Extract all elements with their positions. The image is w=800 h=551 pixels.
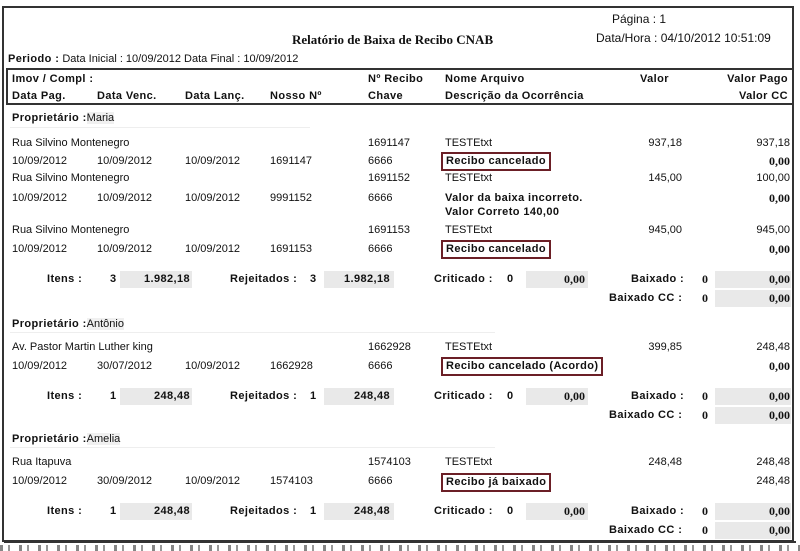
baixado-label: Baixado : bbox=[631, 390, 685, 402]
data-venc: 30/09/2012 bbox=[97, 475, 153, 487]
baixado-cc-value: 0,00 bbox=[769, 291, 790, 305]
data-lanc: 10/09/2012 bbox=[185, 360, 241, 372]
criticado-value: 0,00 bbox=[564, 389, 585, 403]
baixado-value: 0,00 bbox=[769, 504, 790, 518]
valor-pago: 945,00 bbox=[756, 224, 790, 236]
valor: 248,48 bbox=[648, 456, 682, 468]
recibo-number: 1691147 bbox=[368, 137, 411, 149]
col-descricao: Descrição da Ocorrência bbox=[445, 90, 584, 102]
valor-cc: 0,00 bbox=[769, 191, 790, 205]
baixado-cc-count: 0 bbox=[702, 523, 708, 537]
col-arquivo: Nome Arquivo bbox=[445, 73, 525, 85]
recibo-number: 1662928 bbox=[368, 341, 411, 353]
owner-name: Maria bbox=[86, 112, 115, 124]
valor-pago: 248,48 bbox=[756, 341, 790, 353]
col-data-pag: Data Pag. bbox=[12, 90, 66, 102]
criticado-count: 0 bbox=[507, 273, 514, 285]
valor-cc: 0,00 bbox=[769, 359, 790, 373]
rejeitados-value: 1.982,18 bbox=[343, 273, 390, 285]
baixado-cc-count: 0 bbox=[702, 291, 708, 305]
file-name: TESTEtxt bbox=[445, 341, 493, 353]
valor-pago: 248,48 bbox=[756, 456, 790, 468]
baixado-value: 0,00 bbox=[769, 389, 790, 403]
occurrence-description: Valor da baixa incorreto. bbox=[445, 192, 583, 204]
period-line bbox=[8, 53, 298, 65]
itens-label: Itens : bbox=[47, 390, 83, 402]
criticado-count: 0 bbox=[507, 390, 514, 402]
owner-heading bbox=[12, 112, 114, 124]
owner-heading bbox=[12, 433, 120, 445]
itens-value: 1.982,18 bbox=[143, 273, 190, 285]
baixado-count: 0 bbox=[702, 272, 708, 286]
address: Rua Silvino Montenegro bbox=[12, 224, 130, 236]
data-lanc: 10/09/2012 bbox=[185, 475, 241, 487]
page-number: Página : 1 bbox=[612, 12, 667, 26]
valor-cc: 248,48 bbox=[756, 475, 790, 487]
baixado-label: Baixado : bbox=[631, 505, 685, 517]
occurrence-description: Recibo já baixado bbox=[441, 473, 551, 492]
file-name: TESTEtxt bbox=[445, 456, 493, 468]
owner-label: Proprietário : bbox=[12, 112, 87, 124]
owner-label: Proprietário : bbox=[12, 318, 87, 330]
criticado-value: 0,00 bbox=[564, 504, 585, 518]
criticado-label: Criticado : bbox=[434, 505, 493, 517]
baixado-count: 0 bbox=[702, 504, 708, 518]
data-pag: 10/09/2012 bbox=[12, 360, 68, 372]
criticado-label: Criticado : bbox=[434, 273, 493, 285]
chave: 6666 bbox=[368, 475, 393, 487]
rejeitados-count: 1 bbox=[310, 390, 317, 402]
valor: 399,85 bbox=[648, 341, 682, 353]
baixado-cc-label: Baixado CC : bbox=[609, 292, 683, 304]
valor-cc: 0,00 bbox=[769, 242, 790, 256]
owner-label: Proprietário : bbox=[12, 433, 87, 445]
address: Rua Itapuva bbox=[12, 456, 72, 468]
period-value: Data Inicial : 10/09/2012 Data Final : 10/09/2012 bbox=[62, 53, 299, 65]
nosso-numero: 1691153 bbox=[270, 243, 313, 255]
col-valor-pago: Valor Pago bbox=[727, 73, 788, 85]
data-pag: 10/09/2012 bbox=[12, 192, 68, 204]
owner-name: Antônio bbox=[86, 318, 124, 330]
baixado-cc-label: Baixado CC : bbox=[609, 524, 683, 536]
col-recibo: Nº Recibo bbox=[368, 73, 424, 85]
valor: 145,00 bbox=[648, 172, 682, 184]
col-imov: Imov / Compl : bbox=[12, 73, 94, 85]
valor-cc: 0,00 bbox=[769, 154, 790, 168]
owner-heading bbox=[12, 318, 124, 330]
owner-name: Amelia bbox=[86, 433, 121, 445]
rejeitados-label: Rejeitados : bbox=[230, 390, 298, 402]
col-nosso: Nosso Nº bbox=[270, 90, 322, 102]
recibo-number: 1691152 bbox=[368, 172, 411, 184]
col-valor: Valor bbox=[640, 73, 669, 85]
baixado-cc-label: Baixado CC : bbox=[609, 409, 683, 421]
col-data-venc: Data Venc. bbox=[97, 90, 157, 102]
occurrence-description: Recibo cancelado (Acordo) bbox=[441, 357, 603, 376]
valor: 937,18 bbox=[648, 137, 682, 149]
address: Av. Pastor Martin Luther king bbox=[12, 341, 153, 353]
data-lanc: 10/09/2012 bbox=[185, 192, 241, 204]
chave: 6666 bbox=[368, 243, 393, 255]
baixado-cc-value: 0,00 bbox=[769, 523, 790, 537]
criticado-count: 0 bbox=[507, 505, 514, 517]
data-pag: 10/09/2012 bbox=[12, 475, 68, 487]
data-venc: 30/07/2012 bbox=[97, 360, 153, 372]
recibo-number: 1691153 bbox=[368, 224, 411, 236]
chave: 6666 bbox=[368, 360, 393, 372]
file-name: TESTEtxt bbox=[445, 224, 493, 236]
rejeitados-value: 248,48 bbox=[353, 505, 390, 517]
file-name: TESTEtxt bbox=[445, 137, 493, 149]
file-name: TESTEtxt bbox=[445, 172, 493, 184]
nosso-numero: 9991152 bbox=[270, 192, 313, 204]
chave: 6666 bbox=[368, 155, 393, 167]
page-bottom-border bbox=[4, 541, 796, 543]
occurrence-description: Recibo cancelado bbox=[441, 152, 551, 171]
occurrence-description-detail: Valor Correto 140,00 bbox=[445, 206, 560, 218]
itens-count: 3 bbox=[110, 273, 117, 285]
baixado-label: Baixado : bbox=[631, 273, 685, 285]
criticado-label: Criticado : bbox=[434, 390, 493, 402]
baixado-cc-count: 0 bbox=[702, 408, 708, 422]
report-title: Relatório de Baixa de Recibo CNAB bbox=[292, 32, 494, 47]
col-data-lanc: Data Lanç. bbox=[185, 90, 245, 102]
rejeitados-count: 3 bbox=[310, 273, 317, 285]
period-label: Periodo : bbox=[8, 53, 60, 65]
nosso-numero: 1691147 bbox=[270, 155, 313, 167]
itens-value: 248,48 bbox=[153, 390, 190, 402]
valor-pago: 937,18 bbox=[756, 137, 790, 149]
cut-off-next-page bbox=[0, 545, 800, 551]
baixado-count: 0 bbox=[702, 389, 708, 403]
address: Rua Silvino Montenegro bbox=[12, 172, 130, 184]
rejeitados-label: Rejeitados : bbox=[230, 505, 298, 517]
nosso-numero: 1662928 bbox=[270, 360, 313, 372]
itens-label: Itens : bbox=[47, 273, 83, 285]
col-chave: Chave bbox=[368, 90, 404, 102]
itens-count: 1 bbox=[110, 505, 117, 517]
itens-count: 1 bbox=[110, 390, 117, 402]
chave: 6666 bbox=[368, 192, 393, 204]
itens-value: 248,48 bbox=[153, 505, 190, 517]
data-lanc: 10/09/2012 bbox=[185, 155, 241, 167]
occurrence-description: Recibo cancelado bbox=[441, 240, 551, 259]
baixado-cc-value: 0,00 bbox=[769, 408, 790, 422]
data-venc: 10/09/2012 bbox=[97, 243, 153, 255]
data-lanc: 10/09/2012 bbox=[185, 243, 241, 255]
valor-pago: 100,00 bbox=[756, 172, 790, 184]
recibo-number: 1574103 bbox=[368, 456, 411, 468]
data-venc: 10/09/2012 bbox=[97, 155, 153, 167]
rejeitados-label: Rejeitados : bbox=[230, 273, 298, 285]
data-pag: 10/09/2012 bbox=[12, 155, 68, 167]
rejeitados-count: 1 bbox=[310, 505, 317, 517]
address: Rua Silvino Montenegro bbox=[12, 137, 130, 149]
criticado-value: 0,00 bbox=[564, 272, 585, 286]
itens-label: Itens : bbox=[47, 505, 83, 517]
rejeitados-value: 248,48 bbox=[353, 390, 390, 402]
data-pag: 10/09/2012 bbox=[12, 243, 68, 255]
baixado-value: 0,00 bbox=[769, 272, 790, 286]
data-venc: 10/09/2012 bbox=[97, 192, 153, 204]
report-datetime: Data/Hora : 04/10/2012 10:51:09 bbox=[596, 31, 771, 45]
col-valor-cc: Valor CC bbox=[738, 90, 788, 102]
valor: 945,00 bbox=[648, 224, 682, 236]
nosso-numero: 1574103 bbox=[270, 475, 313, 487]
